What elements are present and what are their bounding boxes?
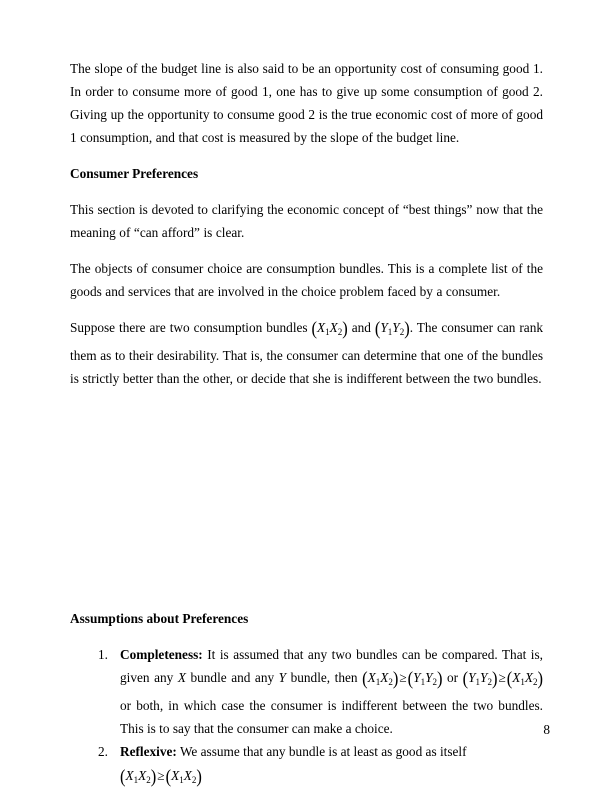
heading-assumptions-text: Assumptions about Preferences	[70, 611, 249, 626]
assumptions-list	[70, 643, 543, 792]
page-number: 8	[543, 722, 550, 737]
completeness-text-or: or	[442, 670, 463, 685]
math-bundle-x: $(X_1X_2)$	[311, 317, 348, 339]
blank-space-region	[70, 403, 543, 599]
page-content	[70, 57, 543, 792]
italic-y-symbol: Y	[278, 670, 287, 685]
completeness-text-4: or both, in which case the consumer is indifferent between the two bundles. This is to say that the consumer can make a choice.	[120, 698, 543, 736]
italic-x-symbol: X	[177, 670, 186, 685]
math-par-lead: Suppose there are two consumption bundles	[70, 320, 312, 335]
list-item-completeness	[120, 643, 543, 740]
math-bundle-y-body: $Y_1Y_2$	[380, 320, 405, 337]
paragraph-budget-line-slope: The slope of the budget line is also said to be an opportunity cost of consuming good 1. In order to consume more of good 1, one has to give up some consumption of good 2. Giving up the opportunity to consume good 2 is the true economic cost of more of good 1 consumption, and that cost is measured by the slope of the budget line.	[70, 61, 543, 145]
completeness-text-3: bundle, then	[286, 670, 363, 685]
paragraph-consumption-bundles: The objects of consumer choice are consumption bundles. This is a complete list of the goods and services that are involved in the choice problem faced by a consumer.	[70, 261, 543, 299]
heading-consumer-preferences	[70, 162, 543, 185]
list-item-reflexive	[120, 740, 543, 792]
paragraph-best-things: This section is devoted to clarifying the economic concept of “best things” now that the meaning of “can afford” is clear.	[70, 202, 543, 240]
math-expression-x-geq-y: $(X_1X_2)\ge(Y_1Y_2)$	[362, 667, 443, 689]
heading-assumptions-about-preferences	[70, 607, 543, 630]
assumption-term-completeness: Completeness:	[120, 647, 203, 662]
reflexive-text: We assume that any bundle is at least as good as itself	[176, 744, 467, 759]
completeness-text-2: bundle and any	[185, 670, 279, 685]
math-expression-x-geq-x: $(X_1X_2)\ge(X_1X_2)$	[120, 765, 202, 787]
math-expression-y-geq-x: $(Y_1Y_2)\ge(X_1X_2)$	[462, 667, 543, 689]
assumption-term-reflexive: Reflexive:	[120, 744, 177, 759]
math-bundle-x-body: $X_1X_2$	[317, 320, 343, 337]
completeness-text-1: It is assumed that any two bundles can be compared. That is, given any	[120, 647, 543, 685]
math-par-conjunction: and	[347, 320, 375, 335]
paragraph-two-bundles-ranking	[70, 316, 543, 390]
math-bundle-y: $(Y_1Y_2)$	[374, 317, 410, 339]
math-par-tail: . The consumer can rank them as to their desirability. That is, the consumer can determine that one of the bundles is strictly better than the other, or decide that she is indifferent between the two bundles.	[70, 320, 544, 386]
display-math-reflexive	[120, 764, 543, 792]
heading-consumer-preferences-text: Consumer Preferences	[70, 166, 199, 181]
